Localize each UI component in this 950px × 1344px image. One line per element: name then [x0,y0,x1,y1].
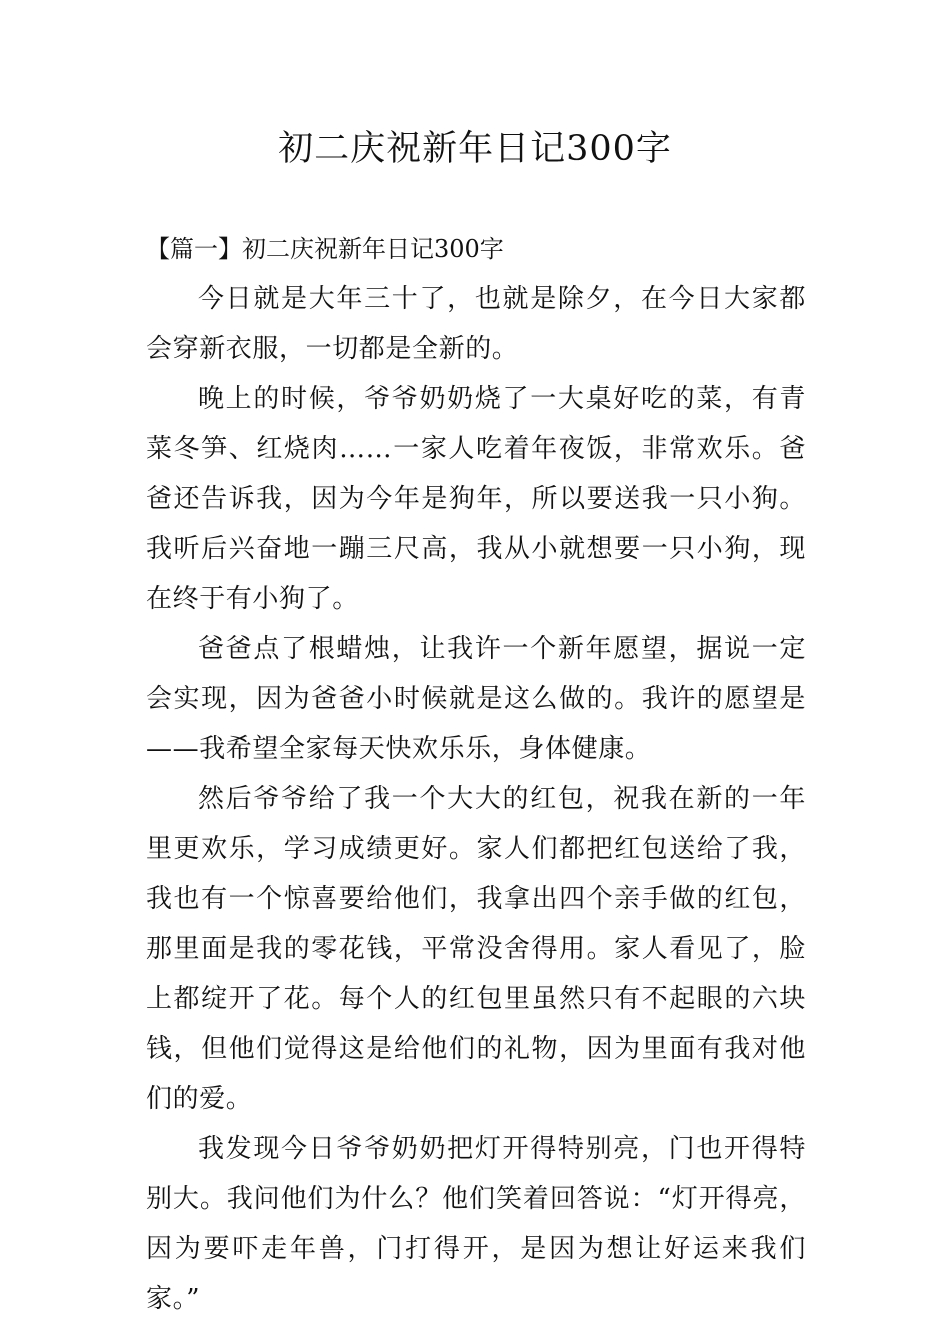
paragraph-2: 晚上的时候，爷爷奶奶烧了一大桌好吃的菜，有青菜冬笋、红烧肉……一家人吃着年夜饭，非常欢乐。爸爸还告诉我，因为今年是狗年，所以要送我一只小狗。我听后兴奋地一蹦三尺高，我从小就想要一只小狗，现在终于有小狗了。 [146,384,806,614]
paragraph-1: 今日就是大年三十了，也就是除夕，在今日大家都会穿新衣服，一切都是全新的。 [146,284,806,364]
paragraph-3: 爸爸点了根蜡烛，让我许一个新年愿望，据说一定会实现，因为爸爸小时候就是这么做的。我许的愿望是——我希望全家每天快欢乐乐，身体健康。 [146,634,806,764]
paragraph-4: 然后爷爷给了我一个大大的红包，祝我在新的一年里更欢乐，学习成绩更好。家人们都把红包送给了我，我也有一个惊喜要给他们，我拿出四个亲手做的红包，那里面是我的零花钱，平常没舍得用。家人看见了，脸上都绽开了花。每个人的红包里虽然只有不起眼的六块钱，但他们觉得这是给他们的礼物，因为里面有我对他们的爱。 [146,784,806,1114]
section-heading: 【篇一】初二庆祝新年日记300字 [146,235,504,263]
paragraph-5: 我发现今日爷爷奶奶把灯开得特别亮，门也开得特别大。我问他们为什么？他们笑着回答说：“灯开得亮，因为要吓走年兽，门打得开，是因为想让好运来我们家。” [146,1134,806,1314]
document-body [146,224,806,1324]
page-title: 初二庆祝新年日记300字 [278,129,672,169]
